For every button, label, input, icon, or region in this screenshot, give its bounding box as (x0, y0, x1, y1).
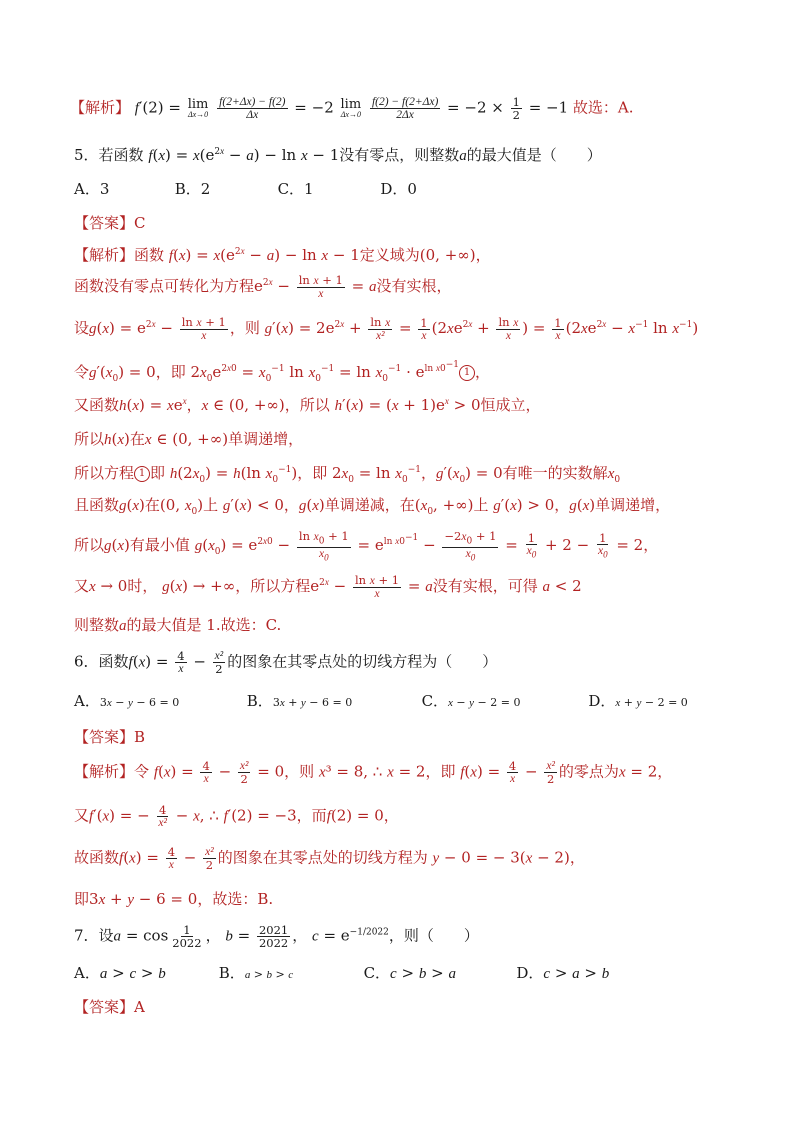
q6-option-d[interactable]: D．x + y − 2 = 0 (588, 692, 688, 710)
q7-answer-value: A (134, 998, 145, 1016)
q6-analysis-4: 即3x + y − 6 = 0，故选：B. (74, 890, 274, 908)
q6-option-a[interactable]: A．3x − y − 6 = 0 (74, 692, 180, 710)
q5-analysis-11: 则整数a的最大值是 1.故选：C. (74, 616, 282, 634)
q5-answer: 【答案】C (74, 214, 146, 232)
q5-analysis-7: 所以方程 1 即 $h(2x_0) = h(\ln$ $x_0^{-1}$)，即 $2x_0 = \ln x_0^{-1}$，$g'(x_0) = 0$有唯一的实数解$x_0$ (74, 464, 621, 485)
q5-analysis-5: 又函数$h(x) = xe^x$，x ∈ (0, +∞)，所以 $h'(x) = (x + 1)e^x > 0$恒成立， (74, 396, 541, 414)
q6-options (74, 690, 688, 711)
q5-analysis-10: 又x → 0时， g(x) → +∞，所以方程$e^{2x}$ − $\frac{\text{ln x + 1}}{x}$ = a没有实根，可得 a < 2 (74, 573, 582, 601)
q6-analysis-2: 又f′(x) = − $\frac{4}{\text{x²}}$ − x, ∴ f′(2) = −3，而f(2) = 0， (74, 803, 399, 830)
q6-stem: 6．函数f(x) = $\frac{4}{x}$ − $\frac{\text{x²}}{2}$ 的图象在其零点处的切线方程为（ ） (74, 649, 498, 677)
q5-stem: 5．若函数 $f(x) = x(e^{2x} - a) - \ln x - 1$没有零点，则整数a的最大值是（ ） (74, 146, 602, 164)
q6-analysis-3: 故函数f(x) = $\frac{4}{x}$ − $\frac{\text{x²}}{2}$ 的图象在其零点处的切线方程为 y − 0 = − 3(x − 2)， (74, 845, 585, 873)
q5-analysis-9: 所以g(x)有最小值 $g(x_0) = e^{2x0}$ − $\frac{\ln x_0 + 1}{x_0}$ = $e^{ln x0^{-1}}$ − $\frac{-2x_0 + 1}{x_0}$ = $\frac{1}{x_0}$ + 2 − $\frac{1}{x_0}$ = 2， (74, 529, 659, 563)
q6-answer-value: B (134, 728, 146, 746)
q6-answer: 【答案】B (74, 728, 146, 746)
q7-option-a[interactable]: A．a > c > b (74, 964, 166, 982)
q4-analysis-line: 【解析】 f′(2) = lim Δx→0 $\frac{f(2+\Delta x) - f(2)}{\Delta x}$ = −2 lim Δx→0 $\frac{f(2) - f(2+\Delta x)}{2\Delta x}$ = −2 × $\frac{1}{2}$ = −1 故选：A. (70, 95, 634, 123)
q6-option-b[interactable]: B．3x + y − 6 = 0 (246, 692, 353, 710)
q7-stem: 7．设a = cos $\frac{1}{2022}$ ， b = $\frac{2021}{2022}$ ， $c = e^{-1/2022}$，则（ ） (74, 923, 479, 951)
q7-options (74, 962, 609, 983)
q5-option-a[interactable]: A．3 (74, 180, 110, 198)
q5-analysis-8: 且函数g(x)在(0, $x_0$)上 g′(x) < 0，g(x)单调递减，在($x_0$, +∞)上 g′(x) > 0，g(x)单调递增， (74, 496, 671, 517)
q5-answer-value: C (134, 214, 146, 232)
q7-option-b[interactable]: B．a > b > c (218, 964, 294, 982)
q5-option-b[interactable]: B．2 (174, 180, 211, 198)
q6-analysis-1: 【解析】令 f(x) = $\frac{4}{x}$ − $\frac{\text{x²}}{2}$ = 0，则 x³ = 8, ∴ x = 2，即 f(x) = $\frac{4}{x}$ − $\frac{\text{x²}}{2}$ 的零点为x = 2， (74, 759, 673, 787)
q6-option-c[interactable]: C．x − y − 2 = 0 (421, 692, 521, 710)
q5-analysis-2: 函数没有零点可转化为方程$e^{2x}$ − $\frac{\text{ln x + 1}}{x}$ = a没有实根， (74, 273, 452, 301)
q7-option-d[interactable]: D．c > a > b (516, 964, 610, 982)
q5-option-d[interactable]: D．0 (380, 180, 417, 198)
analysis-label: 【解析】 (70, 98, 131, 117)
q5-option-c[interactable]: C．1 (277, 180, 314, 198)
q7-answer: 【答案】A (74, 998, 145, 1016)
q5-analysis-6: 所以h(x)在x ∈ (0, +∞)单调递增， (74, 430, 304, 448)
q5-analysis-4: 令$g'(x_0) = 0$，即 $2x_0e^{2x0} = x_0^{-1}$ $\ln x_0^{-1} = \ln x_0^{-1} \cdot e^{ln x0^{-1}}1$ ， (74, 360, 491, 384)
q5-analysis-3: 设$g(x) = e^{2x}$ − $\frac{\text{ln x + 1}}{x}$ ，则 $g'(x) = 2e^{2x}$ + $\frac{\text{ln x}}{\text{x²}}$ = $\frac{1}{x}$ ($2xe^{2x}$ + $\frac{\text{ln x}}{x}$ ) = $\frac{1}{x}$ ($2xe^{2x} - x^{-1}$ $\ln x^{-1}$) (74, 315, 699, 343)
q5-analysis-1: 【解析】函数 $f(x) = x(e^{2x} - a) - \ln x - 1$定义域为(0, +∞)， (74, 246, 491, 264)
q7-option-c[interactable]: C．c > b > a (363, 964, 456, 982)
q4-conclusion: 故选：A. (572, 98, 634, 117)
q5-options (74, 178, 417, 199)
